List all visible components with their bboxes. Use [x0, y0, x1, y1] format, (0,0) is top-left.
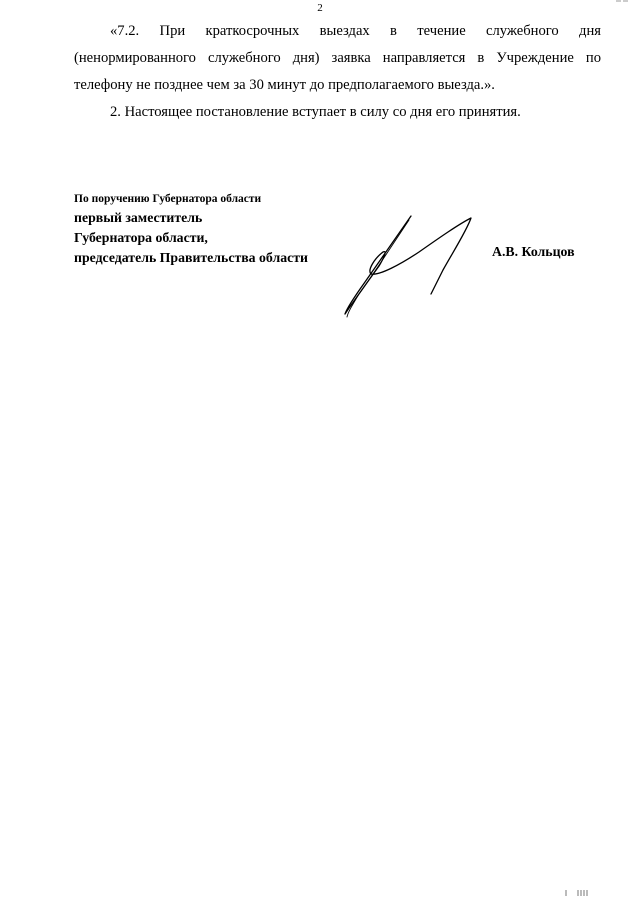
- scan-mark-top: [616, 0, 628, 3]
- signer-name: А.В. Кольцов: [492, 244, 575, 259]
- paragraph-effective-date: 2. Настоящее постановление вступает в силу со дня его принятия.: [110, 104, 521, 120]
- signature-block: [74, 190, 308, 268]
- position-line-3: председатель Правительства области: [74, 250, 308, 265]
- handwritten-signature: [335, 210, 485, 325]
- scan-mark-bottom: [564, 889, 610, 897]
- document-body: [74, 18, 601, 126]
- paragraph-amendment-7-2: «7.2. При краткосрочных выездах в течение служебного дня (ненормированного служебного дня) заявка направляется в Учреждение по телефону не позднее чем за 30 минут до предполагаемого выезда.».: [74, 23, 601, 93]
- position-line-1: первый заместитель: [74, 210, 203, 225]
- position-line-2: Губернатора области,: [74, 230, 208, 245]
- authority-line: По поручению Губернатора области: [74, 193, 262, 205]
- page-number: 2: [317, 2, 323, 14]
